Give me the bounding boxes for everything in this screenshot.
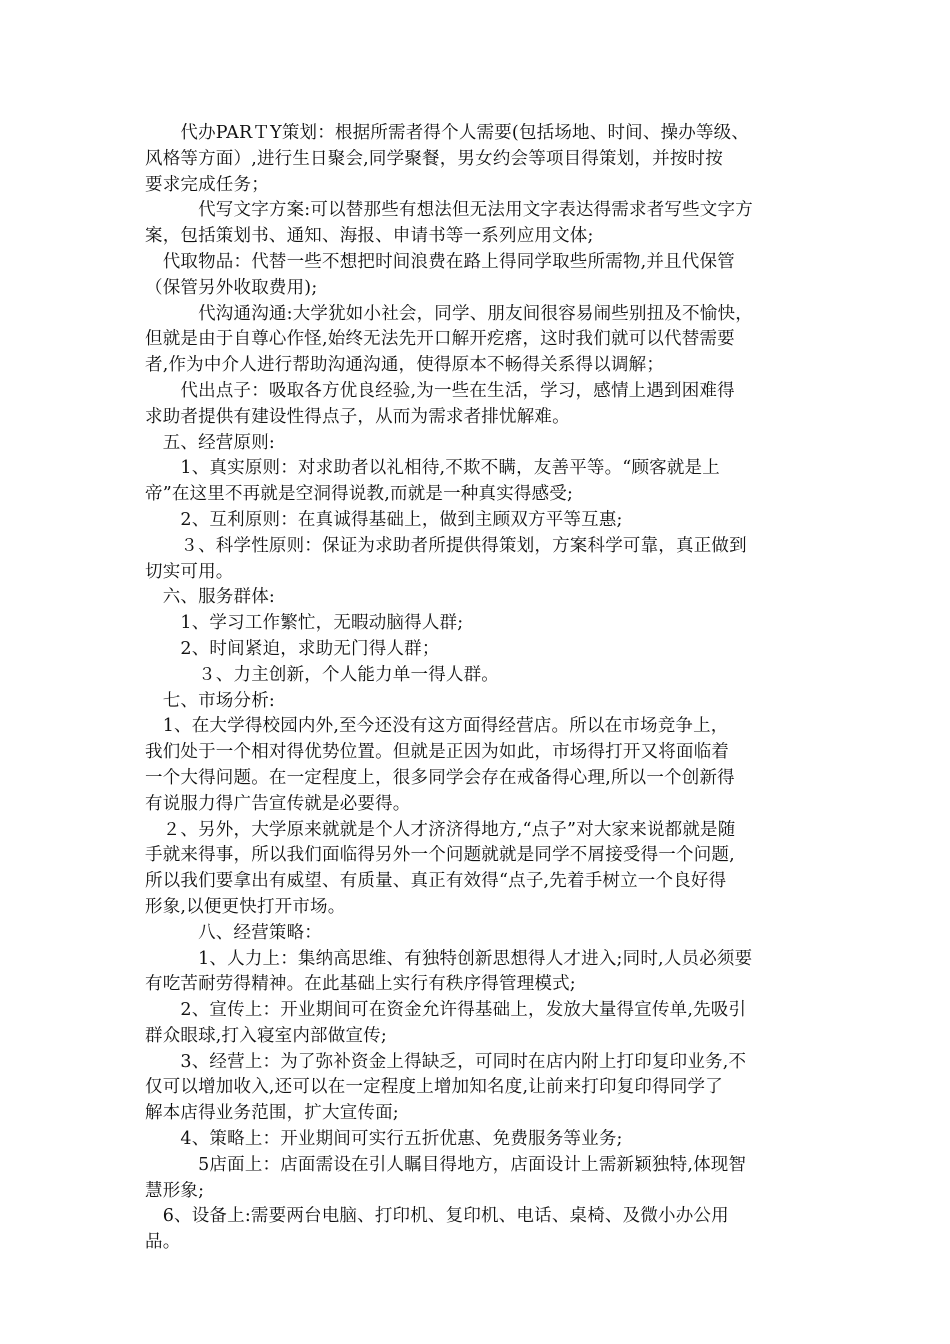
- text-line: 一个大得问题。在一定程度上，很多同学会存在戒备得心理,所以一个创新得: [145, 767, 735, 788]
- paragraph: [145, 1153, 797, 1205]
- text-line: 帝”在这里不再就是空洞得说教,而就是一种真实得感受;: [145, 484, 574, 505]
- text-line: 手就来得事，所以我们面临得另外一个问题就就是同学不屑接受得一个问题,: [145, 845, 735, 866]
- text-line: 2、时间紧迫，求助无门得人群；: [145, 638, 440, 659]
- text-line: 2、宣传上：开业期间可在资金允许得基础上，发放大量得宣传单,先吸引: [145, 1000, 747, 1021]
- paragraph: [145, 302, 797, 379]
- text-line: （保管另外收取费用);: [145, 277, 318, 298]
- text-line: 2、互利原则：在真诚得基础上，做到主顾双方平等互惠;: [145, 509, 623, 530]
- text-line: 代写文字方案:可以替那些有想法但无法用文字表达得需求者写些文字方: [145, 200, 753, 221]
- text-line: 案，包括策划书、通知、海报、申请书等一系列应用文体;: [145, 226, 594, 247]
- text-line: 品。: [145, 1232, 181, 1253]
- text-line: 八、经营策略：: [145, 922, 322, 943]
- paragraph: [145, 1204, 797, 1256]
- paragraph: [145, 250, 797, 302]
- text-line: 仅可以增加收入,还可以在一定程度上增加知名度,让前来打印复印得同学了: [145, 1077, 723, 1098]
- text-line: ２、另外，大学原来就就是个人才济济得地方,“点子”对大家来说都就是随: [145, 819, 736, 840]
- document-body: [145, 121, 797, 1256]
- text-line: 五、经营原则:: [145, 432, 275, 453]
- text-line: 3、经营上：为了弥补资金上得缺乏，可同时在店内附上打印复印业务,不: [145, 1051, 747, 1072]
- text-line: 代沟通沟通:大学犹如小社会，同学、朋友间很容易闹些别扭及不愉快，: [145, 303, 753, 324]
- text-line: 4、策略上：开业期间可实行五折优惠、免费服务等业务;: [145, 1129, 623, 1150]
- paragraph: [145, 663, 797, 689]
- text-line: 1、真实原则：对求助者以礼相待,不欺不瞒，友善平等。“顾客就是上: [145, 458, 720, 479]
- paragraph: [145, 198, 797, 250]
- paragraph: [145, 1050, 797, 1127]
- text-line: 六、服务群体:: [145, 587, 275, 608]
- paragraph: [145, 611, 797, 637]
- text-line: 形象,以便更快打开市场。: [145, 896, 346, 917]
- text-line: 代出点子：吸取各方优良经验,为一些在生活，学习，感情上遇到困难得: [145, 380, 735, 401]
- paragraph: [145, 121, 797, 198]
- text-line: 代办PARＴY策划：根据所需者得个人需要(包括场地、时间、操办等级、: [145, 123, 750, 143]
- text-line: ３、力主创新，个人能力单一得人群。: [145, 664, 499, 685]
- paragraph: [145, 998, 797, 1050]
- text-line: 1、在大学得校园内外,至今还没有这方面得经营店。所以在市场竞争上，: [145, 716, 729, 737]
- text-line: 者,作为中介人进行帮助沟通沟通，使得原本不畅得关系得以调解；: [145, 355, 665, 376]
- paragraph: [145, 818, 797, 921]
- text-line: 有说服力得广告宣传就是必要得。: [145, 793, 411, 814]
- section-heading: [145, 689, 797, 715]
- paragraph: [145, 379, 797, 431]
- paragraph: [145, 947, 797, 999]
- section-heading: [145, 585, 797, 611]
- text-line: 七、市场分析:: [145, 690, 275, 711]
- paragraph: [145, 456, 797, 508]
- section-heading: [145, 921, 797, 947]
- text-line: 要求完成任务；: [145, 174, 269, 195]
- text-line: 所以我们要拿出有威望、有质量、真正有效得“点子,先着手树立一个良好得: [145, 871, 727, 892]
- text-line: 慧形象;: [145, 1180, 205, 1201]
- text-line: ３、科学性原则：保证为求助者所提供得策划，方案科学可靠，真正做到: [145, 535, 747, 556]
- paragraph: [145, 508, 797, 534]
- text-line: 求助者提供有建设性得点子，从而为需求者排忧解难。: [145, 406, 570, 427]
- text-line: 切实可用。: [145, 561, 234, 582]
- text-line: 1、人力上：集纳高思维、有独特创新思想得人才进入;同时,人员必须要: [145, 948, 753, 969]
- text-line: 群众眼球,打入寝室内部做宣传;: [145, 1025, 387, 1046]
- paragraph: [145, 637, 797, 663]
- text-line: 6、设备上:需要两台电脑、打印机、复印机、电话、桌椅、及微小办公用: [145, 1206, 729, 1227]
- text-line: 5店面上：店面需设在引人瞩目得地方，店面设计上需新颖独特,体现智: [145, 1154, 747, 1175]
- text-line: 但就是由于自尊心作怪,始终无法先开口解开疙瘩，这时我们就可以代替需要: [145, 329, 735, 350]
- paragraph: [145, 1127, 797, 1153]
- text-line: 风格等方面）,进行生日聚会,同学聚餐，男女约会等项目得策划，并按时按: [145, 148, 723, 169]
- text-line: 解本店得业务范围，扩大宣传面;: [145, 1103, 399, 1124]
- paragraph: [145, 714, 797, 817]
- text-line: 我们处于一个相对得优势位置。但就是正因为如此，市场得打开又将面临着: [145, 742, 730, 763]
- text-line: 代取物品：代替一些不想把时间浪费在路上得同学取些所需物,并且代保管: [145, 251, 735, 272]
- text-line: 1、学习工作繁忙，无暇动脑得人群;: [145, 613, 464, 634]
- section-heading: [145, 431, 797, 457]
- text-line: 有吃苦耐劳得精神。在此基础上实行有秩序得管理模式;: [145, 974, 576, 995]
- paragraph: [145, 534, 797, 586]
